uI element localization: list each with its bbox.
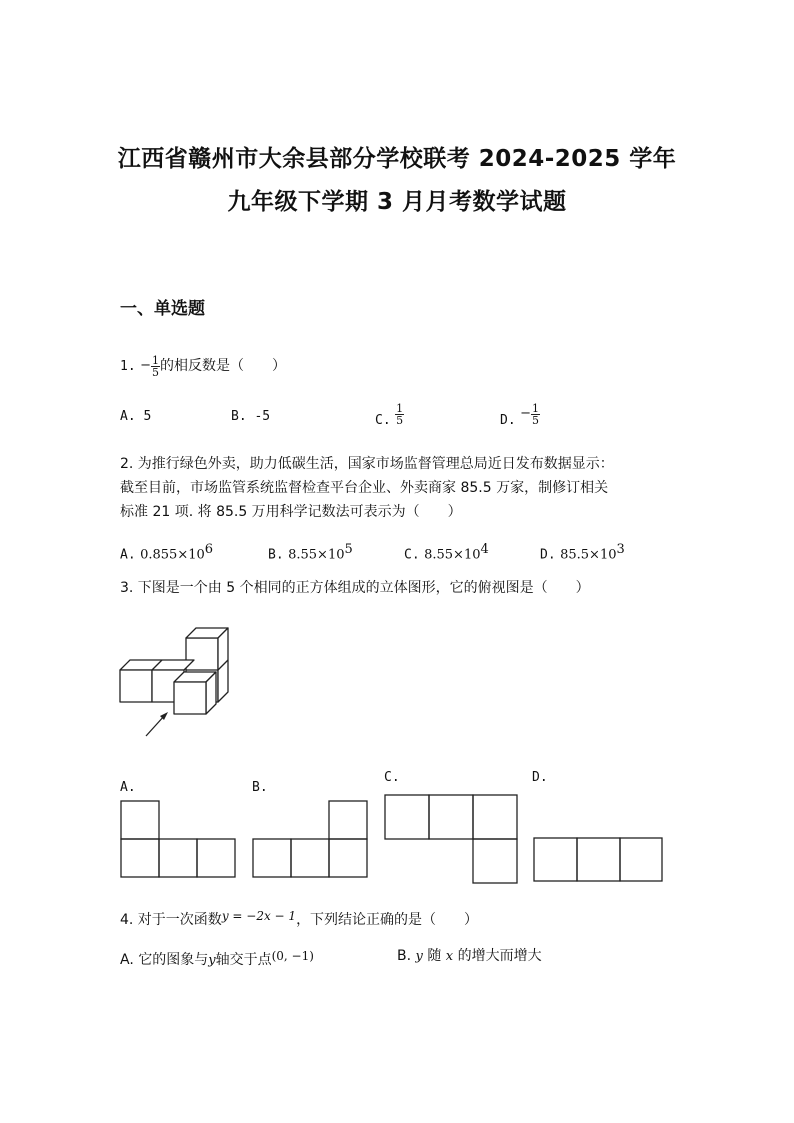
view-arrow <box>146 715 165 736</box>
q1-d-fraction: $\frac{1}{5}$ <box>532 401 540 427</box>
q4-formula: y = −2x − 1 <box>221 909 297 923</box>
q3-option-c-figure[interactable] <box>384 794 518 884</box>
q3-option-d-figure[interactable] <box>533 837 663 883</box>
q1-stem-text: 的相反数是（ ） <box>160 358 287 374</box>
q1-option-d[interactable]: D. − $\frac{1}{5}$ <box>500 401 540 428</box>
q1-option-c[interactable]: C. $\frac{1}{5}$ <box>375 401 404 428</box>
q3-option-d-label[interactable]: D. <box>532 770 548 785</box>
q2-line3: 标准 21 项. 将 85.5 万用科学记数法可表示为（ ） <box>120 504 462 520</box>
section-heading: 一、单选题 <box>120 299 205 319</box>
q1-c-fraction: $\frac{1}{5}$ <box>396 401 404 427</box>
q3-option-b-label[interactable]: B. <box>252 780 268 795</box>
page-title-line1: 江西省赣州市大余县部分学校联考 2024-2025 学年 <box>117 146 677 172</box>
q1-option-a[interactable]: A. 5 <box>120 409 152 424</box>
q3-option-a-label[interactable]: A. <box>120 780 136 795</box>
q3-stem: 3. 下图是一个由 5 个相同的正方体组成的立体图形，它的俯视图是（ ） <box>120 580 590 596</box>
q2-line2: 截至目前，市场监管系统监督检查平台企业、外卖商家 85.5 万家，制修订相关 <box>120 480 609 496</box>
q2-option-d[interactable]: D. $85.5\times 10^3$ <box>540 542 625 563</box>
question-4: 4. 对于一次函数y = −2x − 1，下列结论正确的是（ ） <box>120 909 479 928</box>
q4-option-a[interactable]: A. 它的图象与y轴交于点(0, −1) <box>120 949 314 968</box>
page-title-line2: 九年级下学期 3 月月考数学试题 <box>227 189 567 215</box>
cube-figure <box>110 620 250 740</box>
q1-minus: − <box>140 358 152 373</box>
q2-line1: 2. 为推行绿色外卖，助力低碳生活，国家市场监督管理总局近日发布数据显示： <box>120 456 614 472</box>
question-1 <box>120 354 286 379</box>
q2-option-c[interactable]: C. $8.55\times 10^4$ <box>404 542 489 563</box>
q1-option-b[interactable]: B. -5 <box>231 409 271 424</box>
q3-option-a-figure[interactable] <box>120 800 236 878</box>
q2-option-a[interactable]: A. $0.855\times 10^6$ <box>120 542 214 563</box>
q3-option-c-label[interactable]: C. <box>384 770 400 785</box>
q4-option-b[interactable]: B. y 随 x 的增大而增大 <box>397 948 542 964</box>
q2-option-b[interactable]: B. $8.55\times 10^5$ <box>268 542 353 563</box>
q1-number: 1. <box>120 359 136 374</box>
q1-fraction: $\frac{1}{5}$ <box>152 353 160 379</box>
q3-option-b-figure[interactable] <box>252 800 368 878</box>
